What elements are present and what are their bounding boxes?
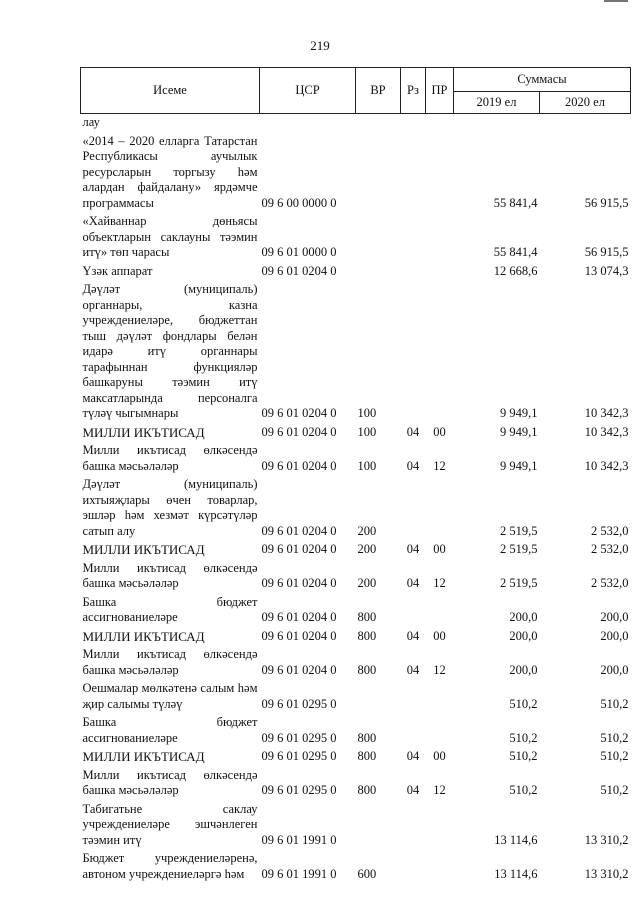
cell-y2: 13 310,2 xyxy=(584,832,629,847)
cell-csr: 09 6 01 1991 0 xyxy=(261,866,337,881)
table-row xyxy=(81,211,631,261)
cell-rz xyxy=(401,279,426,422)
cell-rz xyxy=(401,474,426,539)
table-row xyxy=(81,765,631,799)
cell-name: Табигатьне саклау учреждениеләре эшчәнлеген тәэмин итү xyxy=(82,801,258,847)
cell-name: Оешмалар мөлкәтенә салым һәм җир салымы түләү xyxy=(82,681,258,711)
cell-y1: 13 114,6 xyxy=(494,832,538,847)
table-header xyxy=(81,68,631,114)
budget-table xyxy=(80,67,631,882)
cell-rz xyxy=(401,712,426,746)
cell-y1: 510,2 xyxy=(509,783,538,797)
cell-vr xyxy=(356,678,401,712)
cell-pr: 12 xyxy=(433,458,446,473)
cell-name: Милли икътисад өлкәсендә башка мәсьәләләр xyxy=(82,560,258,590)
table-row xyxy=(81,592,631,626)
cell-name: «Хайваннар дөньясы объектларын саклауны тәэмин итү» төп чарасы xyxy=(82,214,258,259)
cell-rz xyxy=(401,799,426,849)
cell-y1: 55 841,4 xyxy=(493,195,538,210)
table-row xyxy=(81,712,631,746)
cell-pr xyxy=(426,261,454,280)
cell-pr xyxy=(426,211,454,261)
cell-y1: 13 114,6 xyxy=(494,866,538,881)
cell-vr: 800 xyxy=(357,610,377,624)
cell-y1: 200,0 xyxy=(509,662,538,677)
cell-pr xyxy=(426,592,454,626)
cell-y1: 2 519,5 xyxy=(500,523,538,538)
cell-vr xyxy=(356,114,401,131)
cell-y1: 9 949,1 xyxy=(500,406,538,420)
cell-csr: 09 6 01 0295 0 xyxy=(261,696,337,711)
cell-rz xyxy=(401,678,426,712)
cell-y2: 2 532,0 xyxy=(591,523,629,538)
cell-y2: 13 310,2 xyxy=(584,866,629,881)
cell-pr xyxy=(426,474,454,539)
cell-y1: 9 949,1 xyxy=(500,458,538,473)
cell-rz xyxy=(401,592,426,626)
cell-pr xyxy=(426,712,454,746)
cell-name: МИЛЛИ ИКЪТИСАД xyxy=(82,749,205,764)
cell-y1: 9 949,1 xyxy=(500,424,538,439)
cell-csr: 09 6 01 0295 0 xyxy=(261,730,337,745)
cell-y2 xyxy=(540,114,631,131)
cell-csr: 09 6 01 0204 0 xyxy=(261,542,337,556)
cell-name: Милли икътисад өлкәсендә башка мәсьәләләр xyxy=(82,767,258,797)
cell-vr: 800 xyxy=(357,628,377,643)
cell-y2: 510,2 xyxy=(600,783,629,797)
cell-rz: 04 xyxy=(406,749,420,763)
cell-vr: 800 xyxy=(357,662,377,677)
table-row xyxy=(81,626,631,645)
cell-rz: 04 xyxy=(406,458,420,473)
cell-name: лау xyxy=(82,115,100,129)
cell-csr: 09 6 01 0204 0 xyxy=(261,610,337,624)
cell-y1: 200,0 xyxy=(509,610,538,624)
cell-name: Башка бюджет ассигнованиеләре xyxy=(82,715,258,745)
cell-csr: 09 6 01 0204 0 xyxy=(261,628,337,643)
table-row xyxy=(81,261,631,280)
cell-y2: 200,0 xyxy=(600,628,629,643)
cell-vr: 800 xyxy=(357,730,377,745)
cell-csr: 09 6 01 0204 0 xyxy=(261,458,337,473)
cell-y2: 13 074,3 xyxy=(584,263,629,278)
cell-csr: 09 6 01 0204 0 xyxy=(261,576,337,590)
cell-rz xyxy=(401,211,426,261)
cell-vr xyxy=(356,799,401,849)
cell-pr: 00 xyxy=(433,542,446,556)
cell-pr: 00 xyxy=(433,749,446,763)
cell-rz: 04 xyxy=(406,628,420,643)
cell-vr: 600 xyxy=(357,866,377,881)
cell-csr: 09 6 00 0000 0 xyxy=(261,195,337,210)
cell-vr: 200 xyxy=(357,523,377,538)
cell-y2: 10 342,3 xyxy=(584,424,629,439)
cell-pr xyxy=(426,848,454,882)
header-vr: ВР xyxy=(356,68,401,114)
cell-y2: 2 532,0 xyxy=(591,542,629,556)
cell-csr: 09 6 01 0000 0 xyxy=(261,245,337,259)
table-row xyxy=(81,799,631,849)
cell-y2: 10 342,3 xyxy=(584,458,629,473)
cell-vr: 100 xyxy=(357,458,377,473)
cell-name: Дәүләт (муниципаль) ихтыяҗлары өчен товарлар, эшләр һәм хезмәт күрсәтүләр сатып алу xyxy=(82,477,258,538)
cell-rz: 04 xyxy=(406,662,420,677)
cell-vr xyxy=(356,131,401,212)
cell-csr: 09 6 01 0204 0 xyxy=(261,406,337,420)
cell-name: МИЛЛИ ИКЪТИСАД xyxy=(82,628,205,644)
cell-y1: 2 519,5 xyxy=(500,576,538,590)
cell-vr: 100 xyxy=(357,424,377,439)
cell-rz xyxy=(401,114,426,131)
cell-rz: 04 xyxy=(406,424,420,439)
header-year-2019: 2019 ел xyxy=(454,92,540,114)
table-row xyxy=(81,678,631,712)
table-row xyxy=(81,746,631,765)
cell-rz xyxy=(401,848,426,882)
cell-name: Милли икътисад өлкәсендә башка мәсьәләләр xyxy=(82,443,258,473)
cell-y2: 56 915,5 xyxy=(584,245,629,259)
header-name: Исеме xyxy=(81,68,260,114)
cell-y2: 510,2 xyxy=(600,749,629,763)
cell-y1: 55 841,4 xyxy=(493,245,538,259)
page-number: 219 xyxy=(310,38,330,53)
cell-y2: 10 342,3 xyxy=(584,406,629,420)
cell-name: Милли икътисад өлкәсендә башка мәсьәләләр xyxy=(82,647,258,677)
cell-rz xyxy=(401,261,426,280)
cell-y1: 12 668,6 xyxy=(493,263,538,278)
cell-csr: 09 6 01 0204 0 xyxy=(261,523,337,538)
cell-pr: 12 xyxy=(433,662,446,677)
cell-pr xyxy=(426,131,454,212)
cell-csr: 09 6 01 0204 0 xyxy=(261,662,337,677)
table-row xyxy=(81,474,631,539)
table-row xyxy=(81,440,631,474)
cell-vr: 800 xyxy=(357,783,377,797)
cell-y2: 56 915,5 xyxy=(584,195,629,210)
cell-y2: 510,2 xyxy=(600,696,629,711)
header-rz: Рз xyxy=(401,68,426,114)
cell-vr: 800 xyxy=(357,749,377,763)
cell-csr: 09 6 01 1991 0 xyxy=(261,832,337,847)
table-row xyxy=(81,131,631,212)
cell-name: Үзәк аппарат xyxy=(82,263,153,278)
header-sums: Суммасы xyxy=(454,68,631,92)
table-row xyxy=(81,279,631,422)
cell-name: Башка бюджет ассигнованиеләре xyxy=(82,594,258,624)
cell-rz: 04 xyxy=(406,783,420,797)
table-row xyxy=(81,558,631,592)
cell-pr xyxy=(426,799,454,849)
cell-rz: 04 xyxy=(406,576,420,590)
header-year-2020: 2020 ел xyxy=(540,92,631,114)
header-csr: ЦСР xyxy=(260,68,356,114)
cell-y1: 200,0 xyxy=(509,628,538,643)
cell-y2: 200,0 xyxy=(600,610,629,624)
cell-csr: 09 6 01 0204 0 xyxy=(261,263,337,278)
cell-pr: 00 xyxy=(433,628,446,643)
table-body xyxy=(81,114,631,883)
cell-name: МИЛЛИ ИКЪТИСАД xyxy=(82,542,205,557)
cell-y2: 200,0 xyxy=(600,662,629,677)
cell-name: Бюджет учреждениеләренә, автоном учреждениеләргә һәм xyxy=(82,851,258,881)
table-row xyxy=(81,422,631,441)
cell-y1: 510,2 xyxy=(509,730,538,745)
cell-name: Дәүләт (муниципаль) органнары, казна учреждениеләре, бюджеттан тыш дәүләт фондлары белән идарә итү органнары тарафыннан функцияләр башкаруны тәэмин итү максатларында персоналга түләү чыгымнары xyxy=(82,282,258,420)
cell-vr: 200 xyxy=(357,542,377,556)
table-row xyxy=(81,644,631,678)
table-row xyxy=(81,114,631,131)
cell-vr xyxy=(356,261,401,280)
cell-pr xyxy=(426,678,454,712)
cell-pr: 12 xyxy=(433,783,446,797)
scan-corner-mark xyxy=(604,0,628,2)
cell-vr: 100 xyxy=(357,406,377,420)
cell-y2: 2 532,0 xyxy=(591,576,629,590)
cell-csr xyxy=(260,114,356,131)
cell-rz xyxy=(401,131,426,212)
header-pr: ПР xyxy=(426,68,454,114)
cell-y1: 2 519,5 xyxy=(500,542,538,556)
cell-vr: 200 xyxy=(357,576,377,590)
cell-name: МИЛЛИ ИКЪТИСАД xyxy=(82,424,205,440)
cell-rz: 04 xyxy=(406,542,420,556)
cell-y1: 510,2 xyxy=(509,749,538,763)
cell-y1: 510,2 xyxy=(509,696,538,711)
cell-y1 xyxy=(454,114,540,131)
cell-name: «2014 – 2020 елларга Татарстан Республикасы аучылык ресурсларын торгызу һәм алардан файдалану» ярдәмче программасы xyxy=(82,133,258,210)
cell-pr: 12 xyxy=(433,576,446,590)
cell-csr: 09 6 01 0204 0 xyxy=(261,424,337,439)
cell-csr: 09 6 01 0295 0 xyxy=(261,749,337,763)
cell-pr xyxy=(426,279,454,422)
table-row xyxy=(81,539,631,558)
cell-y2: 510,2 xyxy=(600,730,629,745)
cell-pr: 00 xyxy=(433,424,446,439)
cell-pr xyxy=(426,114,454,131)
table-row xyxy=(81,848,631,882)
cell-csr: 09 6 01 0295 0 xyxy=(261,783,337,797)
cell-vr xyxy=(356,211,401,261)
